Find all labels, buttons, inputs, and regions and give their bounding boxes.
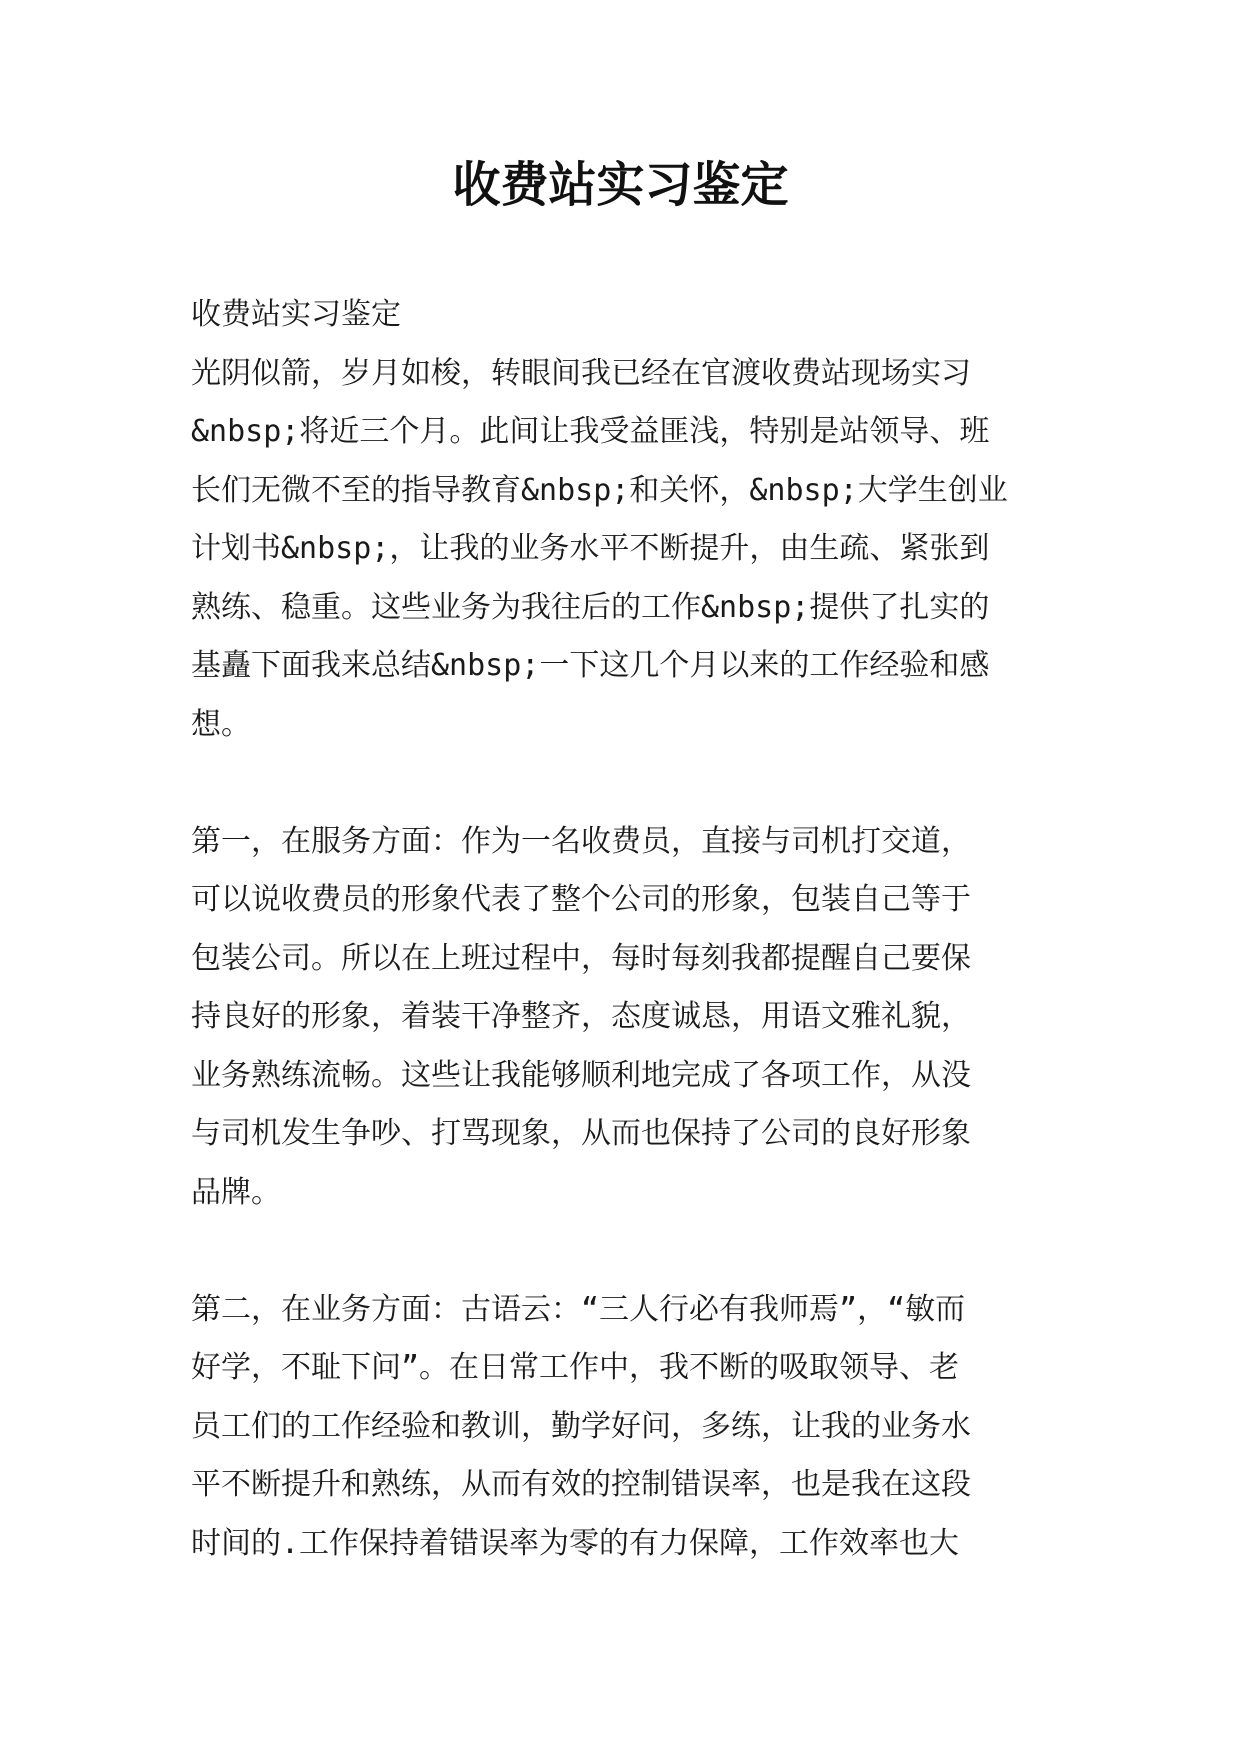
paragraph-line: 品牌。	[191, 1174, 281, 1210]
paragraph-line: 光阴似箭，岁月如梭，转眼间我已经在官渡收费站现场实习	[191, 355, 971, 391]
subtitle-text: 收费站实习鉴定	[191, 297, 401, 332]
paragraph-line: 好学，不耻下问”。在日常工作中，我不断的吸取领导、老	[191, 1350, 960, 1385]
paragraph-line: 持良好的形象，着装干净整齐，态度诚恳，用语文雅礼貌，	[191, 999, 971, 1034]
paragraph-line: 长们无微不至的指导教育&nbsp;和关怀，&nbsp;大学生创业	[191, 472, 1008, 508]
page-title: 收费站实习鉴定	[452, 157, 789, 213]
paragraph-line: 熟练、稳重。这些业务为我往后的工作&nbsp;提供了扎实的	[191, 589, 990, 625]
paragraph-line: 基矗下面我来总结&nbsp;一下这几个月以来的工作经验和感	[191, 648, 990, 683]
paragraph-spacer	[191, 1222, 1061, 1281]
paragraph-line: 时间的.工作保持着错误率为零的有力保障，工作效率也大	[191, 1525, 960, 1561]
paragraph-line: 包装公司。所以在上班过程中，每时每刻我都提醒自己要保	[191, 940, 971, 976]
paragraph-line: 想。	[191, 706, 251, 742]
document-body	[191, 286, 1061, 1573]
paragraph-line: 业务熟练流畅。这些让我能够顺利地完成了各项工作，从没	[191, 1057, 971, 1093]
paragraph-line: 员工们的工作经验和教训，勤学好问，多练，让我的业务水	[191, 1408, 971, 1444]
paragraph-line: 第二，在业务方面：古语云：“三人行必有我师焉”，“敏而	[191, 1291, 966, 1327]
paragraph-service	[191, 813, 1061, 1223]
subtitle-line	[191, 286, 1061, 345]
paragraph-line: 平不断提升和熟练，从而有效的控制错误率，也是我在这段	[191, 1467, 971, 1502]
paragraph-business	[191, 1281, 1061, 1574]
paragraph-line: 与司机发生争吵、打骂现象，从而也保持了公司的良好形象	[191, 1116, 971, 1151]
paragraph-line: 可以说收费员的形象代表了整个公司的形象，包装自己等于	[191, 882, 971, 917]
paragraph-line: &nbsp;将近三个月。此间让我受益匪浅，特别是站领导、班	[191, 414, 990, 449]
paragraph-line: 第一，在服务方面：作为一名收费员，直接与司机打交道，	[191, 823, 971, 859]
paragraph-spacer	[191, 754, 1061, 813]
paragraph-intro	[191, 345, 1061, 755]
paragraph-line: 计划书&nbsp;，让我的业务水平不断提升，由生疏、紧张到	[191, 531, 990, 566]
